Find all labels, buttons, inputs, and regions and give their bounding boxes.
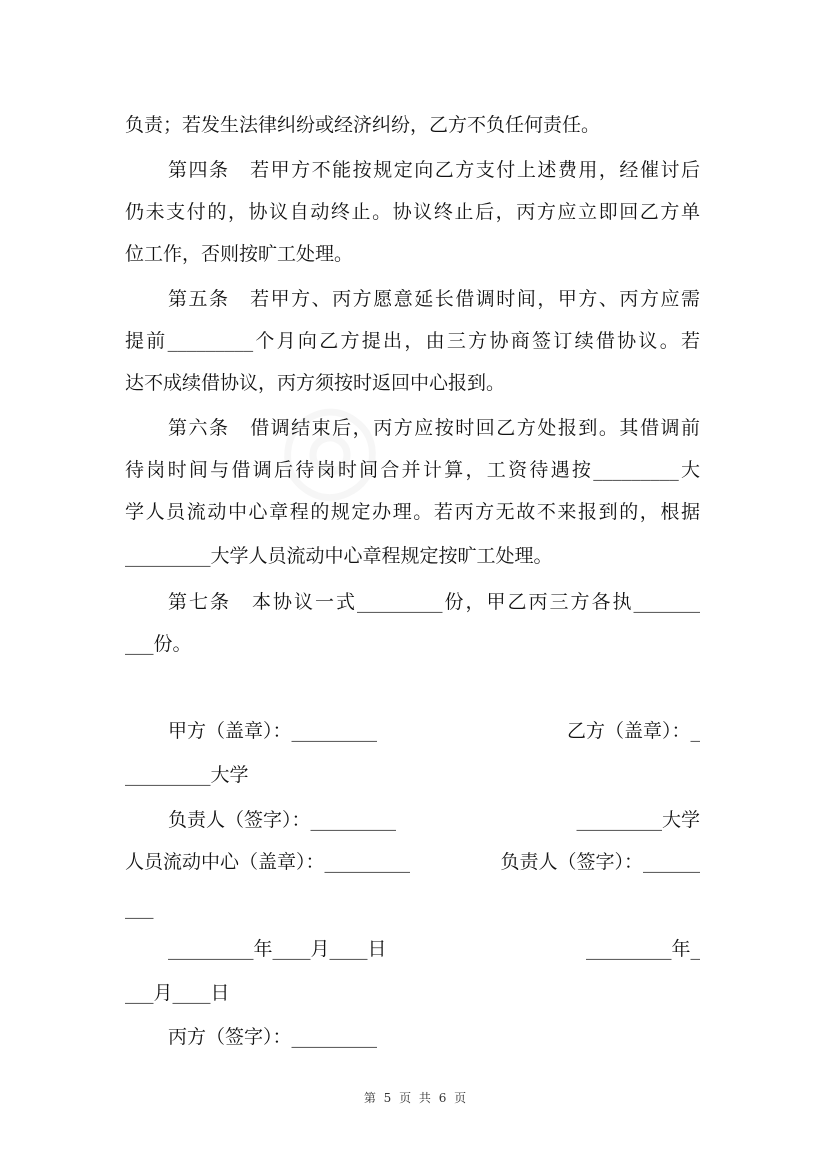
party-c-signature: 丙方（签字）：_________ <box>168 1026 378 1048</box>
party-a-seal: 甲方（盖章）：_________ <box>168 720 378 742</box>
party-b-university-2: _________大学 <box>576 809 700 831</box>
article-4-line: 第四条 若甲方不能按规定向乙方支付上述费用，经催讨后 <box>168 159 700 181</box>
party-b-signatory-cont: ___ <box>125 897 154 919</box>
paragraph-line: 负责；若发生法律纠纷或经济纠纷，乙方不负任何责任。 <box>125 114 601 136</box>
article-6-line: 第六条 借调结束后，丙方应按时回乙方处报到。其借调前 <box>168 417 700 439</box>
article-5-line: 第五条 若甲方、丙方愿意延长借调时间，甲方、丙方应需 <box>168 288 700 310</box>
page-number: 第 5 页 共 6 页 <box>363 1091 467 1105</box>
party-b-signatory: 负责人（签字）：______ <box>500 851 700 873</box>
paragraph-line: _________大学人员流动中心章程规定按旷工处理。 <box>125 545 553 567</box>
date-party-b-cont: ___月____日 <box>125 982 230 1004</box>
paragraph-line: 提前_________个月向乙方提出，由三方协商签订续借协议。若 <box>125 330 700 352</box>
paragraph-line: 位工作，否则按旷工处理。 <box>125 243 354 265</box>
party-b-university: _________大学 <box>125 764 249 786</box>
paragraph-line: ___份。 <box>125 633 192 655</box>
date-party-b: _________年_ <box>585 938 700 960</box>
center-seal: 人员流动中心（盖章）：_________ <box>125 851 411 873</box>
party-b-seal: 乙方（盖章）：_ <box>566 720 700 742</box>
party-a-signatory: 负责人（签字）：_________ <box>168 809 397 831</box>
article-7-line: 第七条 本协议一式_________份，甲乙丙三方各执_______ <box>168 591 700 613</box>
paragraph-line: 达不成续借协议，丙方须按时返回中心报到。 <box>125 372 506 394</box>
date-party-a: _________年____月____日 <box>168 938 387 960</box>
paragraph-line: 仍未支付的，协议自动终止。协议终止后，丙方应立即回乙方单 <box>125 201 700 223</box>
paragraph-line: 学人员流动中心章程的规定办理。若丙方无故不来报到的，根据 <box>125 501 700 523</box>
paragraph-line: 待岗时间与借调后待岗时间合并计算，工资待遇按_________大 <box>125 459 700 481</box>
